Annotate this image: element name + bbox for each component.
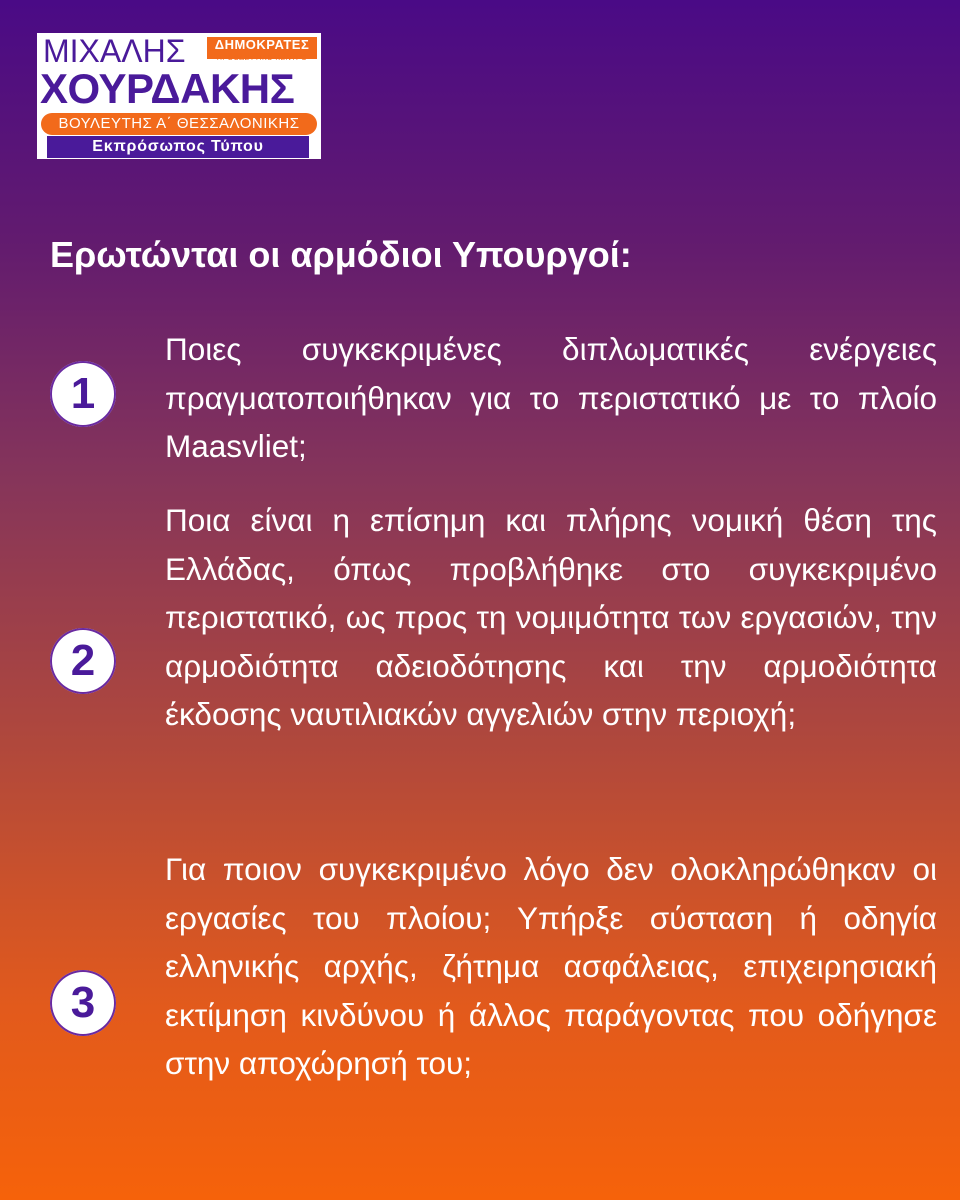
- page-heading: Ερωτώνται οι αρμόδιοι Υπουργοί:: [50, 234, 632, 275]
- logo-press-label: Εκπρόσωπος Τύπου: [47, 136, 309, 158]
- number-badge-label: 2: [70, 636, 96, 685]
- logo: [37, 33, 321, 159]
- logo-party-subtitle: ΠΡΟΟΔΕΥΤΙΚΟ ΚΕΝΤΡΟ: [216, 55, 308, 62]
- number-badge-label: 1: [70, 369, 96, 418]
- number-badge-label: 3: [70, 978, 96, 1027]
- number-badge-1: [50, 361, 116, 427]
- logo-last-name: ΧΟΥΡΔΑΚΗΣ: [40, 65, 295, 112]
- question-text: Ποιες συγκεκριμένες διπλωματικές ενέργειες πραγματοποιήθηκαν για το περιστατικό με το πλοίο Maasvliet;: [165, 331, 937, 465]
- logo-role: ΒΟΥΛΕΥΤΗΣ Α΄ ΘΕΣΣΑΛΟΝΙΚΗΣ: [41, 113, 317, 135]
- question-text: Ποια είναι η επίσημη και πλήρης νομική θέση της Ελλάδας, όπως προβλήθηκε στο συγκεκριμένο περιστατικό, ως προς τη νομιμότητα των εργασιών, την αρμοδιότητα αδειοδότησης και την αρμοδιότητα έκδοσης ναυτιλιακών αγγελιών στην περιοχή;: [165, 502, 937, 733]
- number-badge-3: [50, 970, 116, 1036]
- question-text: Για ποιον συγκεκριμένο λόγο δεν ολοκληρώθηκαν οι εργασίες του πλοίου; Υπήρξε σύσταση ή οδηγία ελληνικής αρχής, ζήτημα ασφάλειας, επιχειρησιακή εκτίμηση κινδύνου ή άλλος παράγοντας που οδήγησε στην αποχώρησή του;: [165, 851, 937, 1082]
- logo-first-name: ΜΙΧΑΛΗΣ: [43, 33, 186, 69]
- logo-party-name: ΔΗΜΟΚΡΑΤΕΣ: [207, 37, 317, 59]
- number-badge-2: [50, 628, 116, 694]
